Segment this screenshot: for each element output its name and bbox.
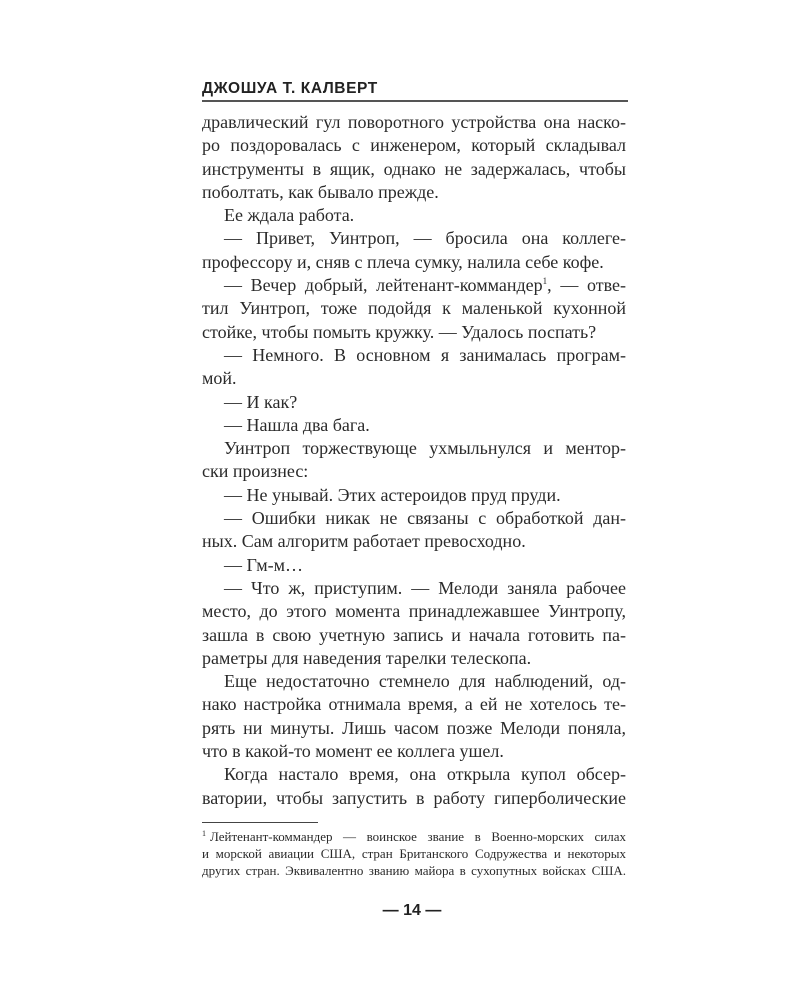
- text-span: , — отве-: [547, 275, 626, 296]
- footnote-line: [202, 828, 626, 845]
- text-line: — Ошибки никак не связаны с обработкой дан-: [224, 508, 626, 529]
- text-line: инструменты в ящик, однако не задержалась, чтобы: [202, 158, 626, 179]
- text-line: раметры для наведения тарелки телескопа.: [202, 647, 532, 668]
- text-line: тил Уинтроп, тоже подойдя к маленькой кухонной: [202, 298, 626, 319]
- text-line: поболтать, как бывало прежде.: [202, 181, 439, 202]
- text-line: Уинтроп торжествующе ухмыльнулся и ментор-: [224, 438, 626, 459]
- text-line: ро поздоровалась с инженером, который складывал: [202, 135, 626, 156]
- text-line: — Немного. В основном я занималась програм-: [224, 344, 626, 365]
- text-line: — Гм-м…: [224, 554, 303, 575]
- page-number: — 14 —: [382, 902, 442, 919]
- running-header: ДЖОШУА Т. КАЛВЕРТ: [202, 80, 378, 97]
- text-line: Когда настало время, она открыла купол обсер-: [224, 764, 626, 785]
- header-rule: [202, 100, 628, 102]
- text-line: ных. Сам алгоритм работает превосходно.: [202, 531, 526, 552]
- text-line: что в какой-то момент ее коллега ушел.: [202, 741, 504, 762]
- text-line: место, до этого момента принадлежавшее Уинтропу,: [202, 601, 626, 622]
- text-line: профессору и, сняв с плеча сумку, налила себе кофе.: [202, 251, 604, 272]
- body-text: [202, 111, 626, 810]
- text-line: рять ни минуты. Лишь часом позже Мелоди поняла,: [202, 717, 626, 738]
- text-line: — Что ж, приступим. — Мелоди заняла рабочее: [224, 577, 626, 598]
- text-line: зашла в свою учетную запись и начала готовить па-: [202, 624, 626, 645]
- text-line: Еще недостаточно стемнело для наблюдений, од-: [224, 671, 626, 692]
- text-line: мой.: [202, 368, 237, 389]
- text-line: — И как?: [224, 391, 298, 412]
- text-line: ватории, чтобы запустить в работу гиперболические: [202, 787, 626, 808]
- text-line: — Нашла два бага.: [224, 414, 370, 435]
- text-line: стойке, чтобы помыть кружку. — Удалось поспать?: [202, 321, 597, 342]
- text-line: — Привет, Уинтроп, — бросила она коллеге-: [224, 228, 626, 249]
- text-span: — Вечер добрый, лейтенант-коммандер: [224, 275, 543, 296]
- text-line: нако настройка отнимала время, а ей не хотелось те-: [202, 694, 626, 715]
- footnote-marker: 1: [202, 829, 206, 838]
- footnote-rule: [202, 822, 318, 823]
- footnote-line: и морской авиации США, стран Британского Содружества и некоторых: [202, 846, 626, 861]
- footnote-reference[interactable]: 1: [542, 276, 548, 287]
- footnote-line: других стран. Эквивалентно званию майора в сухопутных войсках США.: [202, 863, 626, 878]
- text-line: ски произнес:: [202, 461, 309, 482]
- text-line: [202, 274, 626, 297]
- footnote: [202, 828, 626, 879]
- footnote-text: Лейтенант-коммандер — воинское звание в Военно-морских силах: [210, 829, 626, 844]
- text-line: Ее ждала работа.: [224, 205, 355, 226]
- text-line: — Не унывай. Этих астероидов пруд пруди.: [224, 484, 561, 505]
- text-line: дравлический гул поворотного устройства она наско-: [202, 112, 626, 132]
